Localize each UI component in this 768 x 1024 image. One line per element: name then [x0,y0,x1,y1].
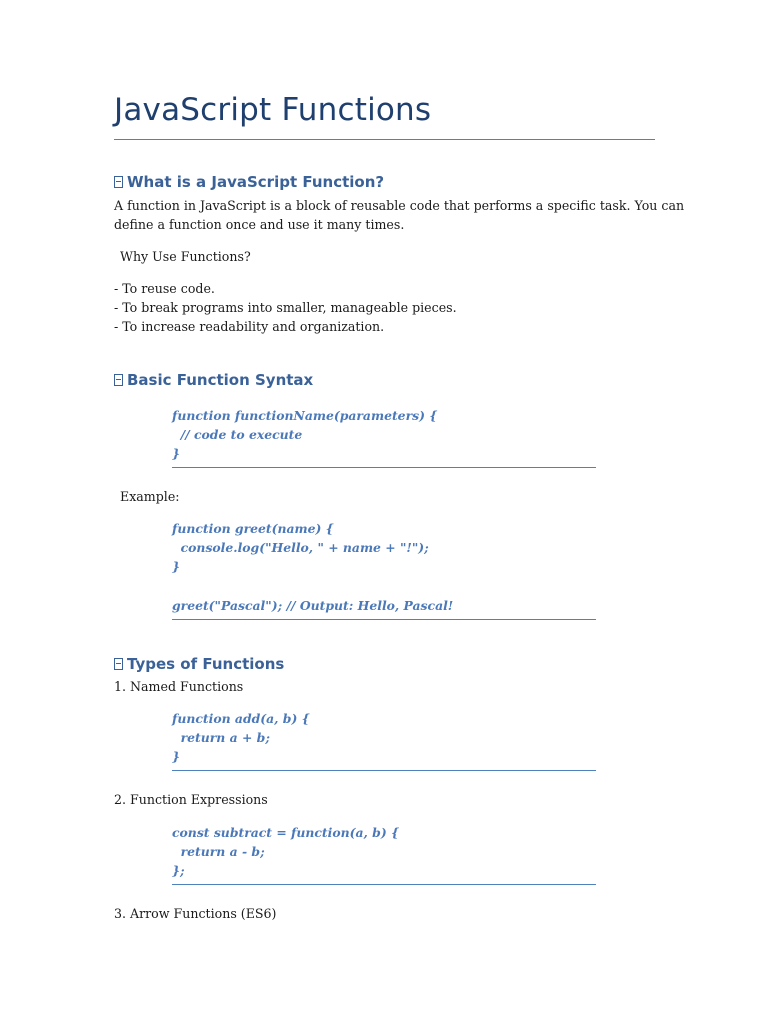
arrow-functions-label: 3. Arrow Functions (ES6) [114,906,277,921]
intro-line-2: define a function once and use it many times. [114,217,405,232]
code-line: // code to execute [172,427,303,442]
code-line: function functionName(parameters) { [172,408,438,423]
code-line: return a - b; [172,844,265,859]
code-line: }; [172,863,185,878]
code-line: } [172,749,180,764]
section-heading-text: What is a JavaScript Function? [127,173,385,191]
intro-line-1: A function in JavaScript is a block of reusable code that performs a specific task. You can [114,198,685,213]
section-heading-text: Basic Function Syntax [127,371,314,389]
code-block-rule [172,770,596,771]
why-use-functions: Why Use Functions? [120,249,251,264]
title-underline [114,139,655,140]
code-block-rule [172,467,596,468]
example-label: Example: [120,489,180,504]
code-line: const subtract = function(a, b) { [172,825,399,840]
code-line: } [172,559,180,574]
missing-glyph-icon [114,658,123,670]
code-line: return a + b; [172,730,270,745]
function-expressions-label: 2. Function Expressions [114,792,268,807]
reason-item: - To break programs into smaller, manageable pieces. [114,300,457,315]
code-block-rule [172,619,596,620]
missing-glyph-icon [114,374,123,386]
section-heading-basic-syntax [114,371,313,389]
missing-glyph-icon [114,176,123,188]
code-block-rule [172,884,596,885]
section-heading-types [114,655,284,673]
section-heading-text: Types of Functions [127,655,285,673]
code-line: } [172,446,180,461]
code-line: greet("Pascal"); // Output: Hello, Pascal! [172,598,454,613]
section-heading-what-is [114,173,384,191]
page-title: JavaScript Functions [114,92,432,128]
named-functions-label: 1. Named Functions [114,679,244,694]
reason-item: - To reuse code. [114,281,215,296]
code-line: function greet(name) { [172,521,334,536]
reason-item: - To increase readability and organization. [114,319,385,334]
code-line: function add(a, b) { [172,711,310,726]
code-line: console.log("Hello, " + name + "!"); [172,540,429,555]
